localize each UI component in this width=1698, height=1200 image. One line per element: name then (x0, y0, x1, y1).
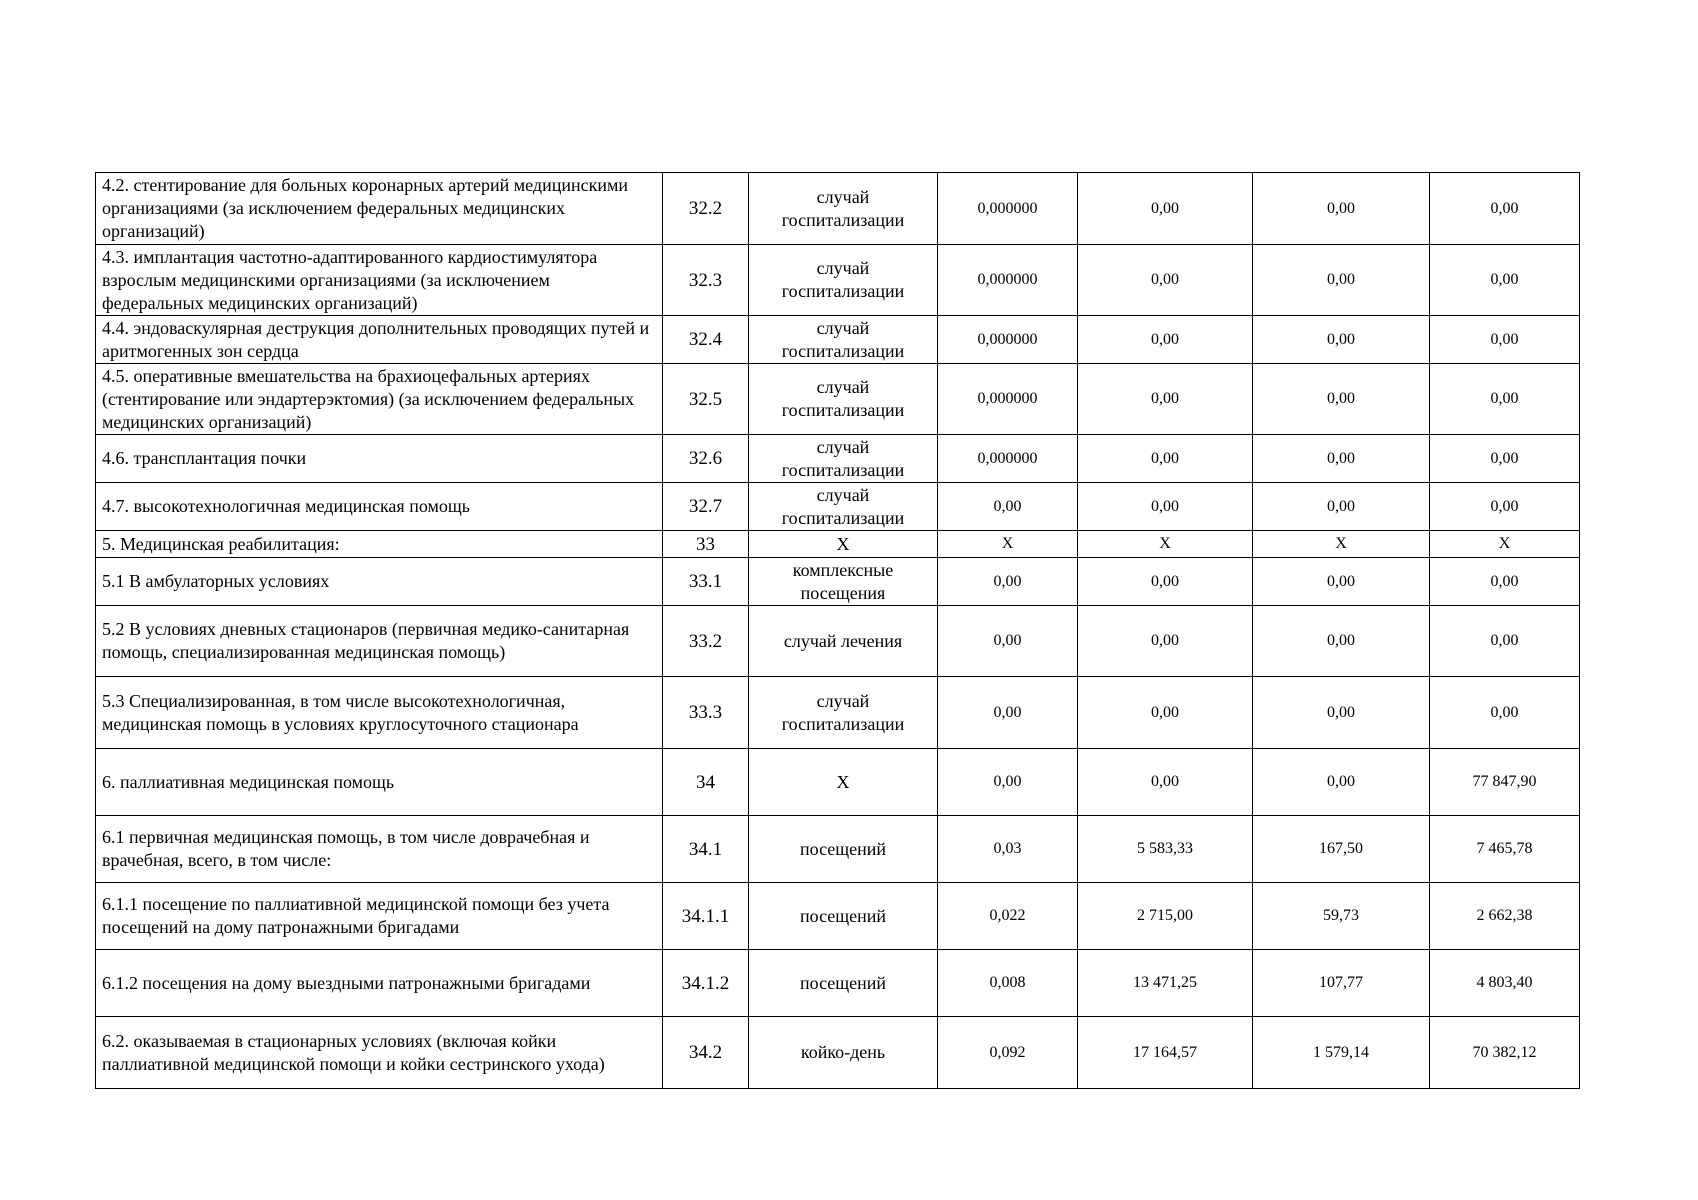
row-value-4-cell: 77 847,90 (1430, 749, 1580, 816)
row-code-cell: 33.2 (663, 606, 749, 677)
row-value-4-cell: 0,00 (1430, 364, 1580, 435)
table-row (96, 316, 1580, 364)
row-value-4-cell: 0,00 (1430, 677, 1580, 749)
row-unit-cell: посещений (749, 816, 938, 883)
row-value-1-cell: 0,008 (938, 950, 1078, 1017)
table-row (96, 677, 1580, 749)
row-unit-cell: посещений (749, 950, 938, 1017)
row-name-cell: 6.1 первичная медицинская помощь, в том числе доврачебная и врачебная, всего, в том числе: (96, 816, 663, 883)
row-value-3-cell: 0,00 (1253, 245, 1430, 316)
row-unit-cell: случай госпитализации (749, 483, 938, 531)
row-code-cell: 34.2 (663, 1017, 749, 1089)
row-code-cell: 33.1 (663, 558, 749, 606)
row-value-4-cell: 0,00 (1430, 435, 1580, 483)
row-name-cell: 4.4. эндоваскулярная деструкция дополнительных проводящих путей и аритмогенных зон сердца (96, 316, 663, 364)
row-name-cell: 4.2. стентирование для больных коронарных артерий медицинскими организациями (за исключением федеральных медицинских организаций) (96, 173, 663, 245)
row-name-cell: 5.1 В амбулаторных условиях (96, 558, 663, 606)
table-row (96, 950, 1580, 1017)
row-value-1-cell: 0,00 (938, 749, 1078, 816)
row-code-cell: 34.1.2 (663, 950, 749, 1017)
table-row (96, 364, 1580, 435)
row-value-3-cell: 0,00 (1253, 316, 1430, 364)
row-value-1-cell: 0,00 (938, 483, 1078, 531)
row-value-1-cell: 0,000000 (938, 173, 1078, 245)
row-name-cell: 6. паллиативная медицинская помощь (96, 749, 663, 816)
row-value-2-cell: 0,00 (1078, 435, 1253, 483)
row-value-4-cell: 0,00 (1430, 173, 1580, 245)
row-value-3-cell: 107,77 (1253, 950, 1430, 1017)
row-value-2-cell: 13 471,25 (1078, 950, 1253, 1017)
row-value-1-cell: 0,000000 (938, 316, 1078, 364)
row-name-cell: 6.1.1 посещение по паллиативной медицинской помощи без учета посещений на дому патронажными бригадами (96, 883, 663, 950)
row-value-3-cell: 0,00 (1253, 677, 1430, 749)
row-value-1-cell: 0,00 (938, 677, 1078, 749)
row-code-cell: 34.1 (663, 816, 749, 883)
row-unit-cell: случай госпитализации (749, 364, 938, 435)
row-value-4-cell: 0,00 (1430, 483, 1580, 531)
row-name-cell: 4.6. трансплантация почки (96, 435, 663, 483)
row-value-3-cell: 0,00 (1253, 435, 1430, 483)
row-value-4-cell: 4 803,40 (1430, 950, 1580, 1017)
table-row (96, 245, 1580, 316)
row-unit-cell: посещений (749, 883, 938, 950)
row-code-cell: 32.6 (663, 435, 749, 483)
row-code-cell: 33.3 (663, 677, 749, 749)
row-value-3-cell: 0,00 (1253, 173, 1430, 245)
row-value-4-cell: 70 382,12 (1430, 1017, 1580, 1089)
row-name-cell: 4.5. оперативные вмешательства на брахиоцефальных артериях (стентирование или эндартерэктомия) (за исключением федеральных медицинских организаций) (96, 364, 663, 435)
row-value-3-cell: 0,00 (1253, 606, 1430, 677)
row-value-3-cell: 0,00 (1253, 749, 1430, 816)
table-row (96, 531, 1580, 558)
row-value-1-cell: 0,03 (938, 816, 1078, 883)
row-unit-cell: случай госпитализации (749, 677, 938, 749)
row-code-cell: 33 (663, 531, 749, 558)
table-row (96, 483, 1580, 531)
row-unit-cell: случай госпитализации (749, 435, 938, 483)
table-row (96, 173, 1580, 245)
row-value-3-cell: 0,00 (1253, 558, 1430, 606)
row-value-2-cell: Х (1078, 531, 1253, 558)
row-value-4-cell: 2 662,38 (1430, 883, 1580, 950)
row-value-1-cell: 0,000000 (938, 364, 1078, 435)
row-value-4-cell: 0,00 (1430, 606, 1580, 677)
row-code-cell: 32.5 (663, 364, 749, 435)
table-body (96, 173, 1580, 1089)
row-unit-cell: койко-день (749, 1017, 938, 1089)
row-value-2-cell: 0,00 (1078, 483, 1253, 531)
row-value-3-cell: 0,00 (1253, 483, 1430, 531)
row-value-2-cell: 0,00 (1078, 558, 1253, 606)
row-value-4-cell: Х (1430, 531, 1580, 558)
row-code-cell: 34.1.1 (663, 883, 749, 950)
row-name-cell: 5. Медицинская реабилитация: (96, 531, 663, 558)
row-code-cell: 32.7 (663, 483, 749, 531)
row-unit-cell: случай госпитализации (749, 245, 938, 316)
table-row (96, 749, 1580, 816)
row-value-4-cell: 0,00 (1430, 316, 1580, 364)
row-value-1-cell: 0,00 (938, 606, 1078, 677)
row-code-cell: 32.4 (663, 316, 749, 364)
row-value-1-cell: 0,022 (938, 883, 1078, 950)
table-row (96, 1017, 1580, 1089)
row-unit-cell: Х (749, 749, 938, 816)
row-value-4-cell: 0,00 (1430, 245, 1580, 316)
row-value-2-cell: 0,00 (1078, 677, 1253, 749)
row-unit-cell: случай госпитализации (749, 316, 938, 364)
row-value-1-cell: 0,000000 (938, 245, 1078, 316)
row-unit-cell: Х (749, 531, 938, 558)
row-name-cell: 5.3 Специализированная, в том числе высокотехнологичная, медицинская помощь в условиях круглосуточного стационара (96, 677, 663, 749)
data-table (95, 172, 1580, 1089)
row-value-1-cell: 0,092 (938, 1017, 1078, 1089)
table-row (96, 816, 1580, 883)
row-name-cell: 4.7. высокотехнологичная медицинская помощь (96, 483, 663, 531)
table-row (96, 435, 1580, 483)
row-value-1-cell: 0,00 (938, 558, 1078, 606)
row-name-cell: 6.1.2 посещения на дому выездными патронажными бригадами (96, 950, 663, 1017)
row-value-2-cell: 0,00 (1078, 606, 1253, 677)
row-name-cell: 4.3. имплантация частотно-адаптированного кардиостимулятора взрослым медицинскими организациями (за исключением федеральных медицинских организаций) (96, 245, 663, 316)
row-value-3-cell: Х (1253, 531, 1430, 558)
row-value-2-cell: 0,00 (1078, 173, 1253, 245)
row-value-2-cell: 5 583,33 (1078, 816, 1253, 883)
row-value-2-cell: 0,00 (1078, 749, 1253, 816)
row-value-3-cell: 0,00 (1253, 364, 1430, 435)
row-value-3-cell: 1 579,14 (1253, 1017, 1430, 1089)
row-name-cell: 5.2 В условиях дневных стационаров (первичная медико-санитарная помощь, специализированная медицинская помощь) (96, 606, 663, 677)
table-row (96, 606, 1580, 677)
row-unit-cell: случай госпитализации (749, 173, 938, 245)
row-unit-cell: случай лечения (749, 606, 938, 677)
row-value-2-cell: 0,00 (1078, 364, 1253, 435)
row-value-3-cell: 167,50 (1253, 816, 1430, 883)
row-value-1-cell: Х (938, 531, 1078, 558)
row-value-2-cell: 0,00 (1078, 245, 1253, 316)
row-value-2-cell: 0,00 (1078, 316, 1253, 364)
table-row (96, 883, 1580, 950)
row-value-4-cell: 0,00 (1430, 558, 1580, 606)
row-value-2-cell: 17 164,57 (1078, 1017, 1253, 1089)
row-name-cell: 6.2. оказываемая в стационарных условиях (включая койки паллиативной медицинской помощи и койки сестринского ухода) (96, 1017, 663, 1089)
row-code-cell: 34 (663, 749, 749, 816)
row-value-2-cell: 2 715,00 (1078, 883, 1253, 950)
row-value-1-cell: 0,000000 (938, 435, 1078, 483)
row-unit-cell: комплексные посещения (749, 558, 938, 606)
row-code-cell: 32.2 (663, 173, 749, 245)
row-value-3-cell: 59,73 (1253, 883, 1430, 950)
row-value-4-cell: 7 465,78 (1430, 816, 1580, 883)
table-row (96, 558, 1580, 606)
row-code-cell: 32.3 (663, 245, 749, 316)
